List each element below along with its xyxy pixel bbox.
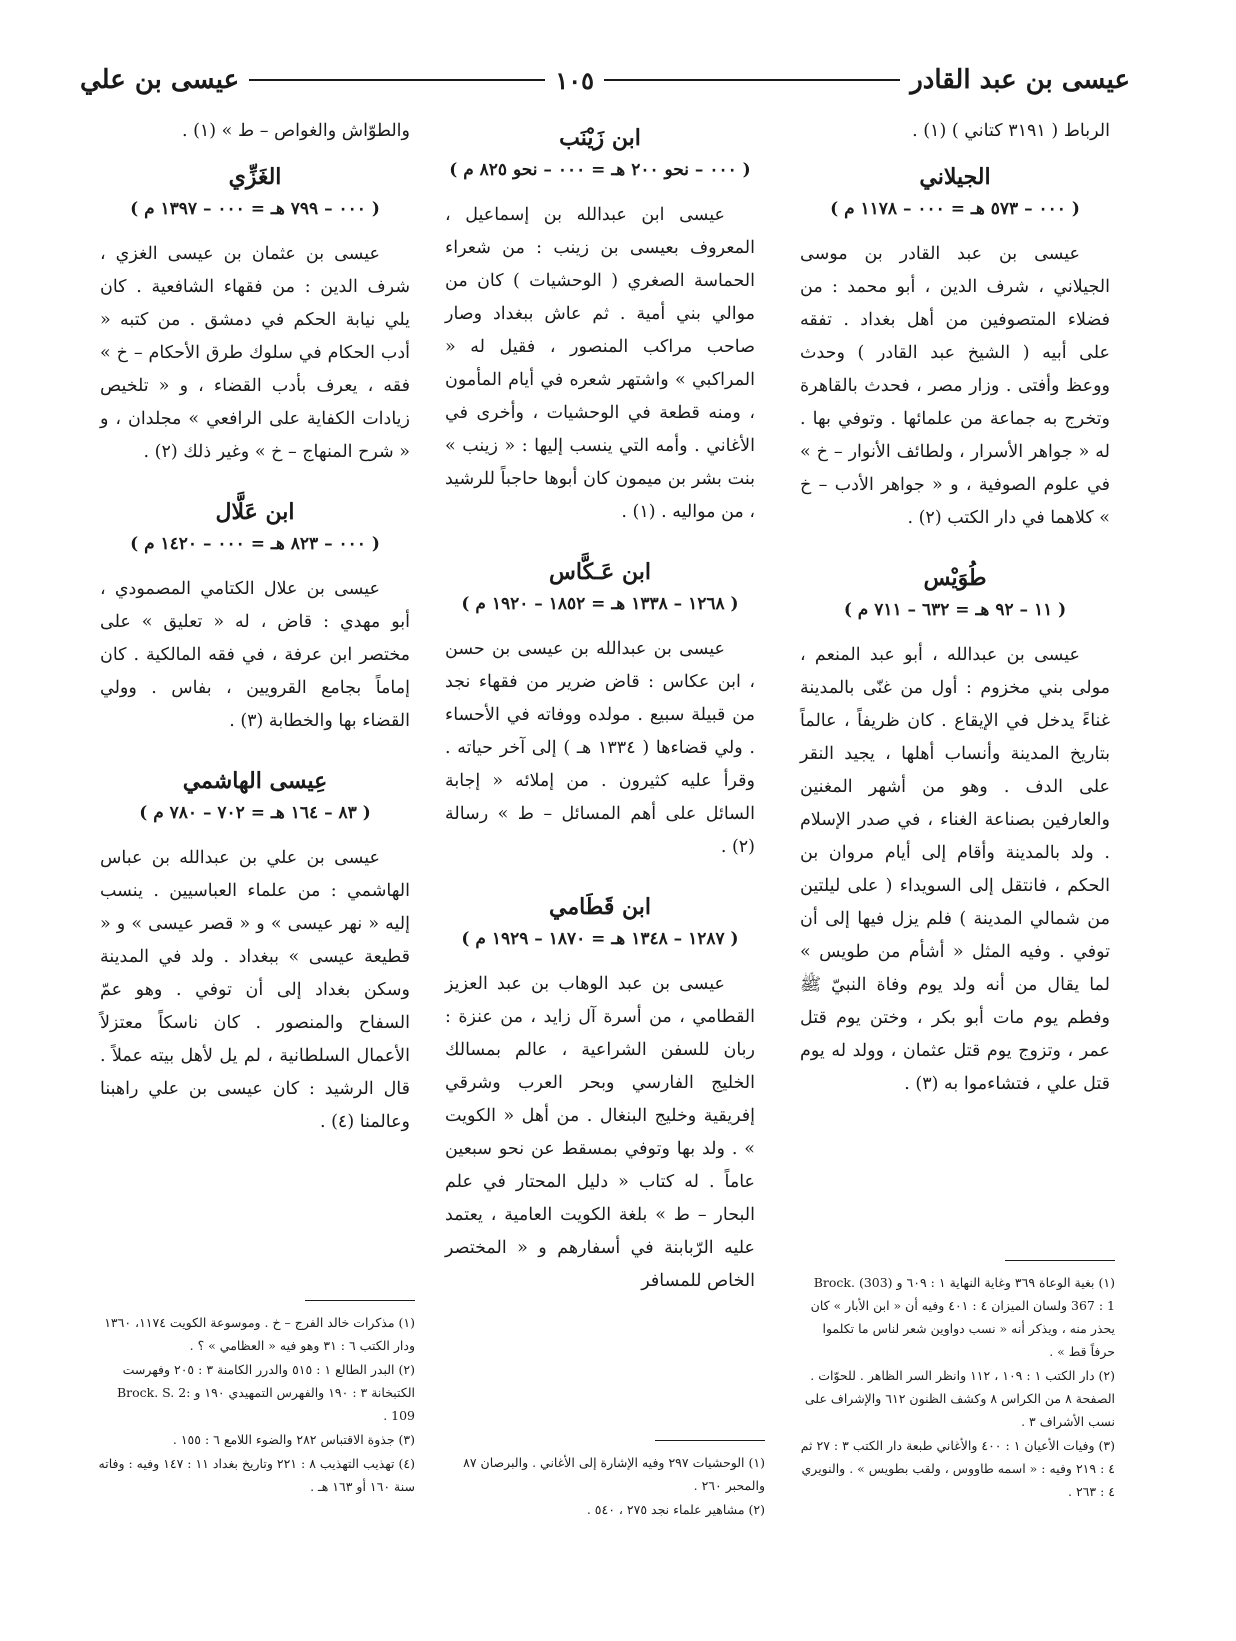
footnotes-right <box>795 1260 1115 1504</box>
entry-title: طُوَيْس <box>923 565 987 591</box>
footnote: (٢) دار الكتب ١ : ١٠٩ ، ١١٢ وانظر السر الظاهر . للحوّات . الصفحة ٨ من الكراس ٨ وكشف الظنون ٦١٢ والإشراف على نسب الأشراف ٣ . <box>804 1368 1115 1429</box>
entry-isa-hashimi <box>100 764 410 1139</box>
entry-ibn-akkas <box>445 555 755 864</box>
column-right <box>800 115 1110 1127</box>
footnote-rule <box>1005 1260 1115 1261</box>
entry-body: عيسى بن علال الكتامي المصمودي ، أبو مهدي : قاض ، له « تعليق » على مختصر ابن عرفة ، في فقه المالكية . كان إماماً بجامع القرويين ، بفاس . وولي القضاء بها والخطابة (٣) . <box>100 579 410 731</box>
footnote-rule <box>305 1300 415 1301</box>
entry-title: الغَزِّي <box>228 164 282 190</box>
header-left-title: عيسى بن علي <box>79 65 240 95</box>
entry-ibn-allal <box>100 495 410 738</box>
entry-dates: ( ٠٠٠ – ٧٩٩ هـ = ٠٠٠ – ١٣٩٧ م ) <box>130 199 380 219</box>
footnote: (٢) البدر الطالع ١ : ٥١٥ والدرر الكامنة ٣ : ٢٠٥ وفهرست الكتبخانة ٣ : ١٩٠ والفهرس التمهيدي ١٩٠ و Brock. S. 2: 109 . <box>116 1362 415 1423</box>
entry-title: ابن قَطَامي <box>548 894 652 920</box>
footnote: (١) الوحشيات ٢٩٧ وفيه الإشارة إلى الأغاني . والبرصان ٨٧ والمحبر ٢٦٠ . <box>463 1455 765 1493</box>
entry-dates: ( ٠٠٠ – نحو ٢٠٠ هـ = ٠٠٠ – نحو ٨٢٥ م ) <box>449 160 751 180</box>
footnote-rule <box>655 1440 765 1441</box>
entry-body: عيسى بن عبدالله بن عيسى بن حسن ، ابن عكاس : قاض ضرير من فقهاء نجد من قبيلة سبيع . مولده ووفاته في الأحساء . ولي قضاءها ( ١٣٣٤ هـ ) إلى آخر حياته . وقرأ عليه كثيرون . من إملائه « إجابة السائل على أهم المسائل – ط » رسالة (٢) . <box>445 639 755 857</box>
entry-jilani <box>800 160 1110 535</box>
footnote: (٢) مشاهير علماء نجد ٢٧٥ ، ٥٤٠ . <box>586 1502 765 1517</box>
entry-dates: ( ٨٣ – ١٦٤ هـ = ٧٠٢ – ٧٨٠ م ) <box>139 803 371 823</box>
entry-body: عيسى ابن عبدالله بن إسماعيل ، المعروف بعيسى بن زينب : من شعراء الحماسة الصغري ( الوحشيات ) كان من موالي بني أمية . ثم عاش ببغداد وصار صاحب مراكب المنصور ، فقيل له « المراكبي » واشتهر شعره في أيام المأمون ، ومنه قطعة في الوحشيات ، وأخرى في الأغاني . وأمه التي ينسب إليها : « زينب » بنت بشر بن ميمون كان أبوها حاجباً للرشيد ، من مواليه . (١) . <box>445 205 755 522</box>
footnotes-middle <box>445 1440 765 1522</box>
entry-dates: ( ١٢٨٧ – ١٣٤٨ هـ = ١٨٧٠ – ١٩٢٩ م ) <box>461 929 739 949</box>
entry-dates: ( ١١ – ٩٢ هـ = ٦٣٢ – ٧١١ م ) <box>843 600 1067 620</box>
header-right-title: عيسى بن عبد القادر <box>910 65 1130 95</box>
footnote: (٣) وفيات الأعيان ١ : ٤٠٠ والأغاني طبعة دار الكتب ٣ : ٢٧ ثم ٤ : ٢١٩ وفيه : « اسمه طاووس ، ولقب بطويس » . والنويري ٤ : ٢٦٣ . <box>800 1438 1115 1499</box>
entry-ibn-qatami <box>445 890 755 1298</box>
entry-ibn-zaynab <box>445 121 755 529</box>
running-header <box>80 60 1130 100</box>
entry-dates: ( ٠٠٠ – ٨٢٣ هـ = ٠٠٠ – ١٤٢٠ م ) <box>130 534 380 554</box>
footnote: (٣) جذوة الاقتباس ٢٨٢ والضوء اللامع ٦ : ١٥٥ . <box>172 1432 415 1447</box>
entry-title: الجيلاني <box>919 164 991 190</box>
entry-body: عيسى بن عثمان بن عيسى الغزي ، شرف الدين : من فقهاء الشافعية . كان يلي نيابة الحكم في دمشق . من كتبه « أدب الحكام في سلوك طرق الأحكام – خ » فقه ، يعرف بأدب القضاء ، و « تلخيص زيادات الكفاية على الرافعي » مجلدان ، و « شرح المنهاج – خ » وغير ذلك (٢) . <box>100 244 410 462</box>
footnotes-left <box>95 1300 415 1499</box>
footnote: (١) بغية الوعاة ٣٦٩ وغاية النهاية ١ : ٦٠٩ و Brock. (303) 367 : 1 ولسان الميزان ٤ : ٤٠١ وفيه أن « ابن الأبار » كان يحذر منه ، ويذكر أنه « نسب دواوين شعر لناس ما تكلموا حرفاً قط » . <box>810 1275 1115 1359</box>
entry-dates: ( ٠٠٠ – ٥٧٣ هـ = ٠٠٠ – ١١٧٨ م ) <box>830 199 1080 219</box>
entry-body: عيسى بن عبد الوهاب بن عبد العزيز القطامي ، من أسرة آل زايد ، من عنزة : ربان للسفن الشراعية ، عالم بمسالك الخليج الفارسي وبحر العرب وشرقي إفريقية وخليج البنغال . من أهل « الكويت » . ولد بها وتوفي بمسقط عن نحو سبعين عاماً . له كتاب « دليل المحتار في علم البحار – ط » بلغة الكويت العامية ، يعتمد عليه الرّبابنة في أسفارهم و « المختصر الخاص للمسافر <box>445 974 755 1291</box>
entry-tuways <box>800 561 1110 1101</box>
footnote: (٤) تهذيب التهذيب ٨ : ٢٢١ وتاريخ بغداد ١١ : ١٤٧ وفيه : وفاته سنة ١٦٠ أو ١٦٣ هـ . <box>98 1456 415 1494</box>
continuation-text: والطوّاش والغواص – ط » (١) . <box>181 121 410 141</box>
entry-body: عيسى بن عبد القادر بن موسى الجيلاني ، شرف الدين ، أبو محمد : من فضلاء المتصوفين من أهل بغداد . تفقه على أبيه ( الشيخ عبد القادر ) وحدث ووعظ وأفتى . وزار مصر ، فحدث بالقاهرة وتخرج به جماعة من علمائها . وتوفي بها . له « جواهر الأسرار ، ولطائف الأنوار – خ » في علوم الصوفية ، و « جواهر الأدب – خ » كلاهما في دار الكتب (٢) . <box>800 244 1110 528</box>
entry-title: ابن عَـكَّاس <box>549 559 651 585</box>
entry-title: ابن عَلَّال <box>215 499 295 525</box>
header-rule-right <box>604 79 900 81</box>
header-rule-left <box>249 79 545 81</box>
entry-body: عيسى بن علي بن عبدالله بن عباس الهاشمي : من علماء العباسيين . ينسب إليه « نهر عيسى » و « قصر عيسى » و « قطيعة عيسى » ببغداد . ولد في المدينة وسكن بغداد إلى أن توفي . وهو عمّ السفاح والمنصور . كان ناسكاً معتزلاً الأعمال السلطانية ، لم يل لأهل بيته عملاً . قال الرشيد : كان عيسى بن علي راهبنا وعالمنا (٤) . <box>100 848 410 1132</box>
entry-dates: ( ١٢٦٨ – ١٣٣٨ هـ = ١٨٥٢ – ١٩٢٠ م ) <box>461 594 739 614</box>
entry-ghazzi <box>100 160 410 469</box>
page-number: ١٠٥ <box>555 65 595 95</box>
column-left <box>100 115 410 1165</box>
entry-title: عِيسى الهاشمي <box>182 768 328 794</box>
footnote: (١) مذكرات خالد الفرج – خ . وموسوعة الكويت ١١٧٤، ١٣٦٠ ودار الكتب ٦ : ٣١ وهو فيه « العظامي » ؟ . <box>104 1315 415 1353</box>
entry-title: ابن زَيْنَب <box>559 125 641 151</box>
column-middle <box>445 115 755 1324</box>
entry-body: عيسى بن عبدالله ، أبو عبد المنعم ، مولى بني مخزوم : أول من غنّى بالمدينة غناءً يدخل في الإيقاع . كان ظريفاً ، عالماً بتاريخ المدينة وأنساب أهلها ، يجيد النقر على الدف . وهو من أشهر المغنين والعارفين بصناعة الغناء ، في صدر الإسلام . ولد بالمدينة وأقام إلى أيام مروان بن الحكم ، فانتقل إلى السويداء ( على ليلتين من شمالي المدينة ) فلم يزل فيها إلى أن توفي . وفيه المثل « أشأم من طويس » لما يقال من أنه ولد يوم وفاة النبيّ ﷺ وفطم يوم مات أبو بكر ، وختن يوم قتل عمر ، وتزوج يوم قتل عثمان ، وولد له يوم قتل علي ، فتشاءموا به (٣) . <box>800 645 1110 1094</box>
continuation-text: الرباط ( ٣١٩١ كتاني ) (١) . <box>912 121 1110 141</box>
